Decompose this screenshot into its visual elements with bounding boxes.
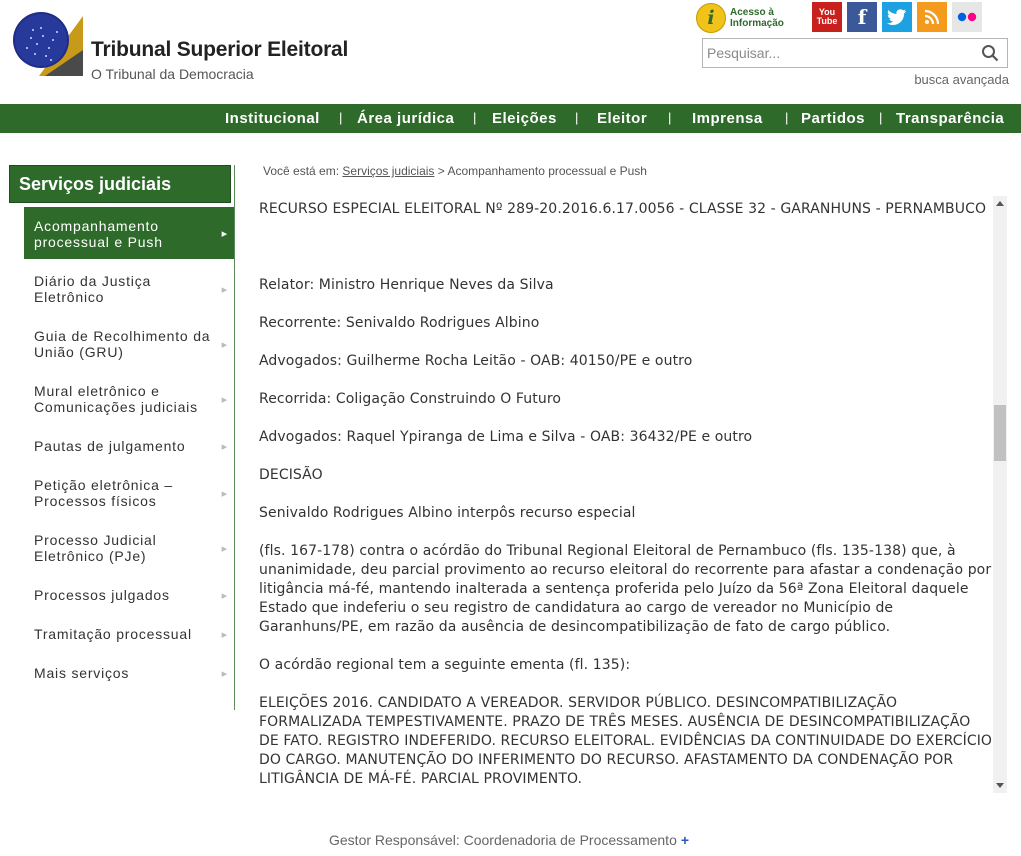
- sidebar-item-label: Petição eletrônica –: [34, 477, 173, 493]
- search-icon[interactable]: [981, 44, 999, 62]
- advogados-line: Advogados: Guilherme Rocha Leitão - OAB: 40150/PE e outro: [259, 353, 693, 369]
- scrollbar-thumb[interactable]: [994, 405, 1006, 461]
- document-paragraph: O acórdão regional tem a seguinte ementa (fl. 135):: [259, 657, 631, 673]
- sidebar-item-pautas[interactable]: [24, 438, 234, 456]
- document-viewer[interactable]: [259, 196, 993, 793]
- sidebar-item-gru[interactable]: [24, 328, 234, 362]
- sidebar-item-label: processual e Push: [34, 234, 163, 250]
- chevron-right-icon: ▸: [221, 394, 228, 406]
- chevron-right-icon: ▸: [221, 441, 228, 453]
- facebook-icon[interactable]: f: [847, 2, 877, 32]
- document-paragraph: (fls. 167-178) contra o acórdão do Tribunal Regional Eleitoral de Pernambuco (fls. 135-138) que, à unanimidade, deu parcial provimento ao recurso eleitoral do recorrente para afastar a condenação por litigância má-fé, mantendo inalterada a sentença proferida pelo Juízo da 56ª Zona Eleitoral daquele Estado que indeferiu o seu registro de candidatura ao cargo de vereador no Município de Garanhuns/PE, em razão da ausência de desincompatibilização de fato de cargo público.: [259, 543, 992, 635]
- acesso-line2: Informação: [730, 18, 784, 29]
- youtube-label-bottom: Tube: [816, 16, 838, 26]
- sidebar-item-label: Eletrônico: [34, 289, 105, 305]
- chevron-right-icon: ▸: [221, 339, 228, 351]
- twitter-bird-icon: [887, 8, 907, 26]
- decisao-heading: DECISÃO: [259, 467, 323, 483]
- chevron-right-icon: ▸: [221, 228, 228, 240]
- breadcrumb-current: Acompanhamento processual e Push: [447, 164, 647, 178]
- nav-separator: |: [339, 110, 343, 125]
- document-heading: RECURSO ESPECIAL ELEITORAL Nº 289-20.2016.6.17.0056 - CLASSE 32 - GARANHUNS - PERNAMBUCO: [259, 201, 987, 217]
- nav-separator: |: [575, 110, 579, 125]
- flickr-icon[interactable]: [952, 2, 982, 32]
- sidebar-item-mais-servicos[interactable]: [24, 665, 234, 683]
- acesso-line1: Acesso à: [730, 7, 774, 18]
- sidebar-item-acompanhamento[interactable]: [24, 207, 234, 259]
- flickr-dots-icon: [956, 12, 978, 22]
- site-subtitle: O Tribunal da Democracia: [91, 66, 254, 82]
- tse-logo-icon[interactable]: [13, 10, 85, 80]
- nav-separator: |: [668, 110, 672, 125]
- sidebar-divider: [234, 165, 235, 710]
- search-input[interactable]: [703, 39, 967, 67]
- rss-feed-icon: [924, 9, 940, 25]
- footer-gestor: [329, 832, 689, 848]
- info-icon: i: [696, 3, 726, 33]
- sidebar-item-label: Processos julgados: [34, 587, 170, 603]
- scroll-down-arrow-icon[interactable]: [996, 783, 1004, 788]
- sidebar-item-label: Comunicações judiciais: [34, 399, 198, 415]
- main-nav: [0, 104, 1021, 133]
- youtube-label-top: You: [818, 7, 836, 17]
- breadcrumb-separator: >: [437, 164, 445, 178]
- nav-imprensa[interactable]: Imprensa: [692, 110, 763, 127]
- sidebar-item-label: Processo Judicial: [34, 532, 157, 548]
- nav-transparencia[interactable]: Transparência: [896, 110, 1005, 127]
- document-paragraph: Senivaldo Rodrigues Albino interpôs recurso especial: [259, 505, 636, 521]
- document-scrollbar[interactable]: [993, 196, 1007, 793]
- breadcrumb-link-servicos[interactable]: Serviços judiciais: [342, 164, 435, 178]
- chevron-right-icon: ▸: [221, 590, 228, 602]
- nav-partidos[interactable]: Partidos: [801, 110, 866, 127]
- chevron-right-icon: ▸: [221, 629, 228, 641]
- youtube-icon[interactable]: [812, 2, 842, 32]
- scroll-up-arrow-icon[interactable]: [996, 201, 1004, 206]
- twitter-icon[interactable]: [882, 2, 912, 32]
- advanced-search-link[interactable]: busca avançada: [914, 72, 1009, 87]
- chevron-right-icon: ▸: [221, 284, 228, 296]
- sidebar-item-label: Guia de Recolhimento da: [34, 328, 211, 344]
- recorrente-line: Recorrente: Senivaldo Rodrigues Albino: [259, 315, 540, 331]
- sidebar-item-label: Processos físicos: [34, 493, 157, 509]
- breadcrumb: [263, 164, 647, 178]
- sidebar-item-label: União (GRU): [34, 344, 124, 360]
- relator-line: Relator: Ministro Henrique Neves da Silva: [259, 277, 554, 293]
- sidebar-item-label: Pautas de julgamento: [34, 438, 186, 454]
- chevron-right-icon: ▸: [221, 488, 228, 500]
- recorrida-line: Recorrida: Coligação Construindo O Futuro: [259, 391, 562, 407]
- sidebar-item-label: Tramitação processual: [34, 626, 192, 642]
- nav-area-juridica[interactable]: Área jurídica: [357, 110, 455, 127]
- expand-plus-icon[interactable]: +: [680, 832, 690, 848]
- site-title[interactable]: Tribunal Superior Eleitoral: [91, 38, 349, 61]
- sidebar-item-mural[interactable]: [24, 383, 234, 417]
- breadcrumb-prefix: Você está em:: [263, 164, 340, 178]
- search-bar: [702, 38, 1008, 68]
- sidebar-item-diario[interactable]: [24, 273, 234, 307]
- sidebar-item-label: Diário da Justiça: [34, 273, 152, 289]
- sidebar-title[interactable]: Serviços judiciais: [9, 165, 231, 203]
- nav-separator: |: [785, 110, 789, 125]
- nav-separator: |: [879, 110, 883, 125]
- nav-eleicoes[interactable]: Eleições: [492, 110, 557, 127]
- footer-text: Gestor Responsável: Coordenadoria de Processamento: [329, 832, 677, 848]
- ementa-paragraph: ELEIÇÕES 2016. CANDIDATO A VEREADOR. SERVIDOR PÚBLICO. DESINCOMPATIBILIZAÇÃO FORMALIZADA TEMPESTIVAMENTE. PRAZO DE TRÊS MESES. AUSÊNCIA DE DESINCOMPATIBILIZAÇÃO DE FATO. REGISTRO INDEFERIDO. RECURSO ELEITORAL. EVIDÊNCIAS DA CONTINUIDADE DO EXERCÍCIO DO CARGO. MANUTENÇÃO DO INFERIMENTO DO RECURSO. AFASTAMENTO DA CONDENAÇÃO POR LITIGÂNCIA DE MÁ-FÉ. PARCIAL PROVIMENTO.: [259, 695, 993, 787]
- advogados-line: Advogados: Raquel Ypiranga de Lima e Silva - OAB: 36432/PE e outro: [259, 429, 753, 445]
- sidebar-item-pje[interactable]: [24, 532, 234, 566]
- sidebar-item-tramitacao[interactable]: [24, 626, 234, 644]
- sidebar-item-processos-julgados[interactable]: [24, 587, 234, 605]
- sidebar-item-label: Eletrônico (PJe): [34, 548, 147, 564]
- rss-icon[interactable]: [917, 2, 947, 32]
- acesso-informacao-link[interactable]: [696, 3, 784, 33]
- nav-institucional[interactable]: Institucional: [225, 110, 320, 127]
- sidebar-item-label: Mural eletrônico e: [34, 383, 160, 399]
- sidebar-item-peticao[interactable]: [24, 477, 234, 511]
- sidebar-item-label: Acompanhamento: [34, 218, 159, 234]
- sidebar-item-label: Mais serviços: [34, 665, 130, 681]
- nav-eleitor[interactable]: Eleitor: [597, 110, 648, 127]
- chevron-right-icon: ▸: [221, 543, 228, 555]
- chevron-right-icon: ▸: [221, 668, 228, 680]
- nav-separator: |: [473, 110, 477, 125]
